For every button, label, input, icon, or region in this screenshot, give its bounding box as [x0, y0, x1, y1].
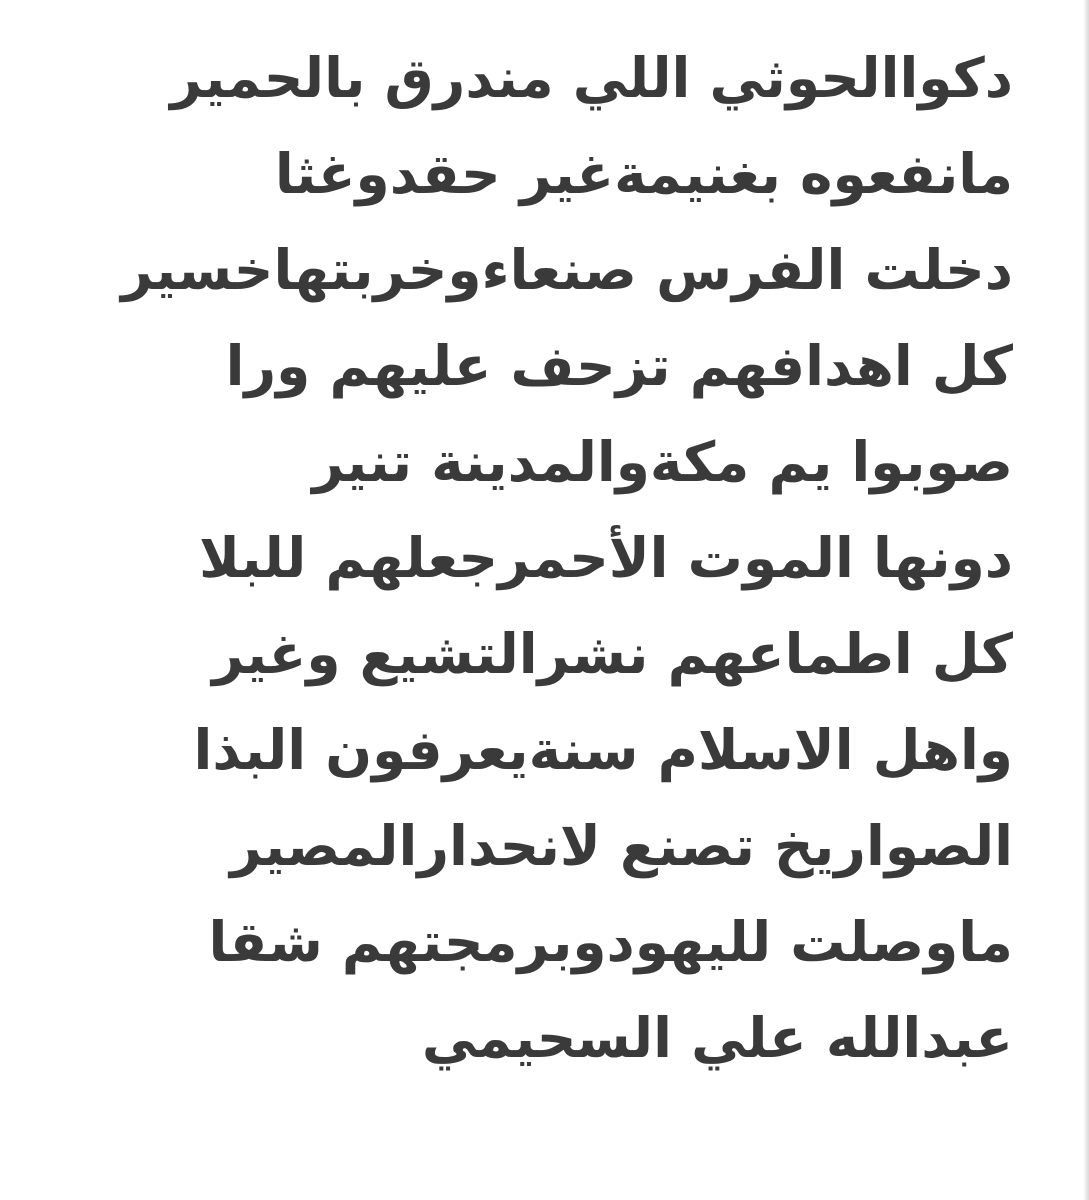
poem-text-block — [53, 30, 1013, 1086]
poem-line-6: دونها الموت الأحمرجعلهم للبلا — [198, 526, 1013, 590]
poem-line-1: دكواالحوثي اللي مندرق بالحمير — [170, 46, 1013, 110]
poem-line-10: ماوصلت لليهودوبرمجتهم شقا — [208, 910, 1013, 974]
poem-line-5: صوبوا يم مكةوالمدينة تنير — [312, 430, 1013, 494]
poem-line-9: الصواريخ تصنع لانحدارالمصير — [230, 814, 1013, 878]
poem-author-signature: عبدالله علي السحيمي — [421, 1006, 1013, 1070]
page-edge-shadow — [1083, 0, 1089, 1200]
poem-line-4: كل اهدافهم تزحف عليهم ورا — [225, 334, 1013, 398]
poem-line-3: دخلت الفرس صنعاءوخربتهاخسير — [121, 238, 1013, 302]
poem-line-2: مانفعوه بغنيمةغير حقدوغثا — [274, 142, 1013, 206]
poem-line-8: واهل الاسلام سنةيعرفون البذا — [193, 718, 1013, 782]
poem-line-7: كل اطماعهم نشرالتشيع وغير — [212, 622, 1013, 686]
